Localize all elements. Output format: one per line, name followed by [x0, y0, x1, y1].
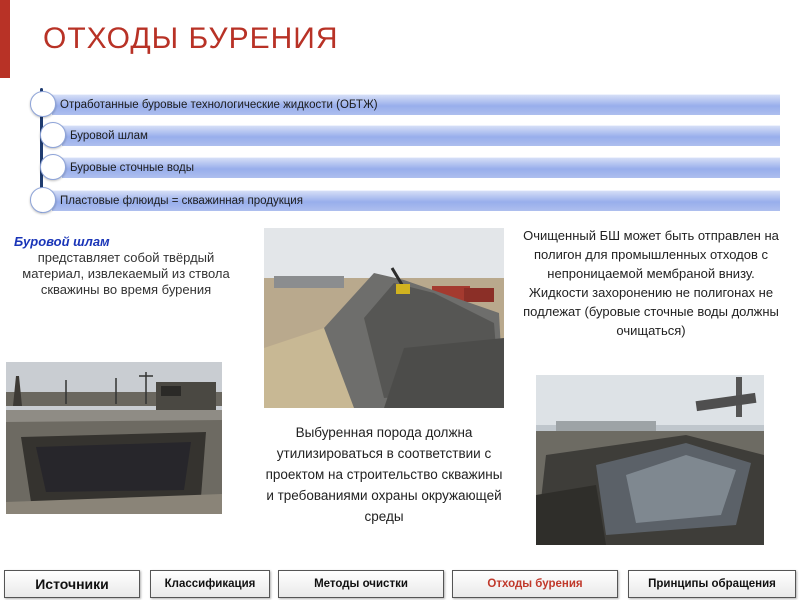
bullet-circle	[30, 91, 56, 117]
tab-istochniki[interactable]: Источники	[4, 570, 140, 598]
bottom-nav	[0, 568, 800, 600]
definition-term: Буровой шлам	[14, 234, 110, 249]
tab-klassifikaciya[interactable]: Классификация	[150, 570, 270, 598]
middle-text: Выбуренная порода должна утилизироваться в соответствии с проектом на строительство скважины и требованиями охраны окружающей среды	[265, 425, 503, 524]
tab-metody-ochistki[interactable]: Методы очистки	[278, 570, 444, 598]
bullet-circle	[40, 122, 66, 148]
tab-principy-obrashcheniya[interactable]: Принципы обращения	[628, 570, 796, 598]
definition-text: представляет собой твёрдый материал, извлекаемый из ствола скважины во время бурения	[22, 250, 230, 297]
list-item-shlam: Буровой шлам	[62, 125, 780, 146]
definition-block	[6, 234, 246, 298]
tab-othody-bureniya[interactable]: Отходы бурения	[452, 570, 618, 598]
right-text: Очищенный БШ может быть отправлен на полигон для промышленных отходов с непроницаемой мембраной внизу. Жидкости захоронению не полигонах не подлежат (буровые сточные воды должны очищаться)	[523, 228, 779, 338]
photo-cuttings-heap	[264, 228, 504, 408]
list-item-stochnye: Буровые сточные воды	[62, 157, 780, 178]
page-title: ОТХОДЫ БУРЕНИЯ	[43, 22, 339, 55]
bullet-circle	[30, 187, 56, 213]
photo-sludge-pit	[536, 375, 764, 545]
photo-drilling-pit	[6, 362, 222, 514]
list-item-flyuidy: Пластовые флюиды = скважинная продукция	[52, 190, 780, 211]
list-item-obtzh: Отработанные буровые технологические жидкости (ОБТЖ)	[52, 94, 780, 115]
accent-bar	[0, 0, 10, 78]
waste-list	[20, 82, 780, 214]
bullet-circle	[40, 154, 66, 180]
